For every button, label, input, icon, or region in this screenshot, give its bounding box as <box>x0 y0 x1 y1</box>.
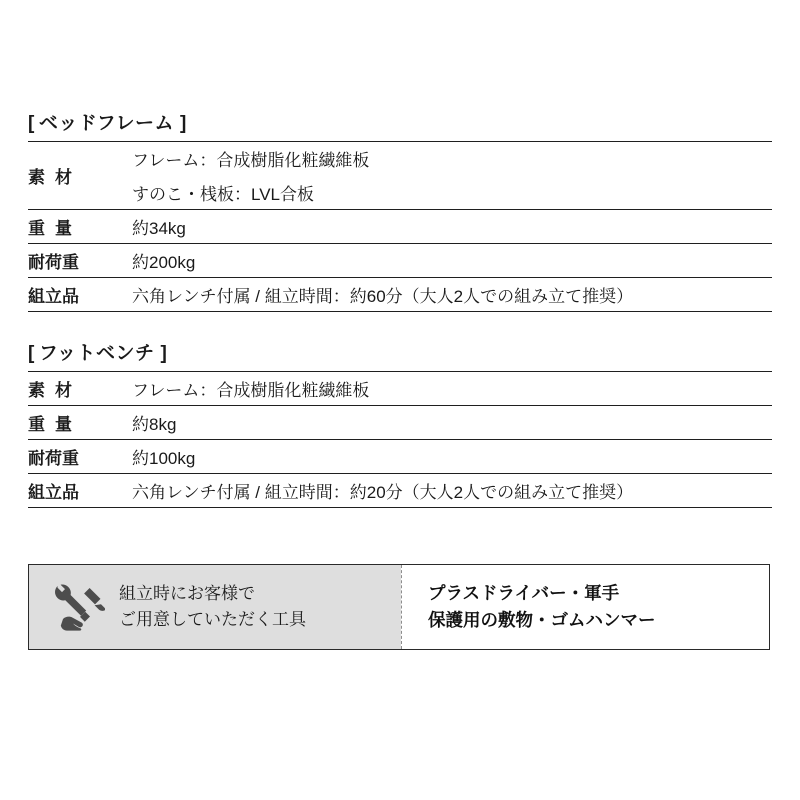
table-row <box>28 176 772 210</box>
row-value-assembly: 六角レンチ付属 / 組立時間：約20分（大人2人での組み立て推奨） <box>132 474 772 508</box>
row-label-load-capacity: 耐荷重 <box>28 244 132 278</box>
section-title-text: ベッドフレーム <box>38 113 174 134</box>
label-char: 重 <box>28 219 55 238</box>
spec-table-bed-frame <box>28 141 772 312</box>
section-heading-bed-frame <box>28 108 772 141</box>
spec-section-bed-frame <box>28 108 772 312</box>
row-label-load-capacity: 耐荷重 <box>28 440 132 474</box>
tools-right-line-2: 保護用の敷物・ゴムハンマー <box>428 610 656 630</box>
bracket-open: [ <box>28 343 35 364</box>
table-row <box>28 440 772 474</box>
row-label-weight <box>28 210 132 244</box>
label-char: 量 <box>55 415 72 434</box>
tools-box-right-panel <box>402 565 769 649</box>
table-row <box>28 372 772 406</box>
row-label-weight <box>28 406 132 440</box>
table-row <box>28 244 772 278</box>
wrench-screwdriver-icon <box>51 582 105 632</box>
row-value-load-capacity: 約200kg <box>132 244 772 278</box>
label-char: 材 <box>55 168 72 187</box>
row-label-assembly: 組立品 <box>28 474 132 508</box>
tools-left-line-1: 組立時にお客様で <box>119 583 255 603</box>
row-value-material: フレーム：合成樹脂化粧繊維板 <box>132 372 772 406</box>
tools-box-left-panel <box>29 565 401 649</box>
label-char: 材 <box>55 381 72 400</box>
tools-box-left-text <box>119 581 306 634</box>
row-value-weight: 約34kg <box>132 210 772 244</box>
row-value-material-2: すのこ・桟板：LVL合板 <box>132 184 314 204</box>
row-value-material-1: フレーム：合成樹脂化粧繊維板 <box>132 142 772 176</box>
section-title-text: フットベンチ <box>38 343 155 364</box>
row-value-assembly: 六角レンチ付属 / 組立時間：約60分（大人2人での組み立て推奨） <box>132 278 772 312</box>
tools-box-right-text <box>428 580 656 634</box>
table-row <box>28 210 772 244</box>
table-row <box>28 474 772 508</box>
spec-section-foot-bench <box>28 338 772 508</box>
label-char: 量 <box>55 219 72 238</box>
section-heading-foot-bench <box>28 338 772 371</box>
row-label-material <box>28 142 132 210</box>
table-row <box>28 406 772 440</box>
label-char: 素 <box>28 168 55 187</box>
row-label-material <box>28 372 132 406</box>
table-row <box>28 142 772 176</box>
spec-table-foot-bench <box>28 371 772 508</box>
row-value-load-capacity: 約100kg <box>132 440 772 474</box>
tools-left-line-2: ご用意していただく工具 <box>119 610 306 629</box>
tools-right-line-1: プラスドライバー・軍手 <box>428 582 620 603</box>
label-char: 素 <box>28 381 55 400</box>
tools-required-box <box>28 564 770 650</box>
table-row <box>28 278 772 312</box>
bracket-close: ] <box>180 113 187 134</box>
row-label-assembly: 組立品 <box>28 278 132 312</box>
label-char: 重 <box>28 415 55 434</box>
row-value-weight: 約8kg <box>132 406 772 440</box>
bracket-close: ] <box>160 343 168 364</box>
bracket-open: [ <box>28 113 35 134</box>
